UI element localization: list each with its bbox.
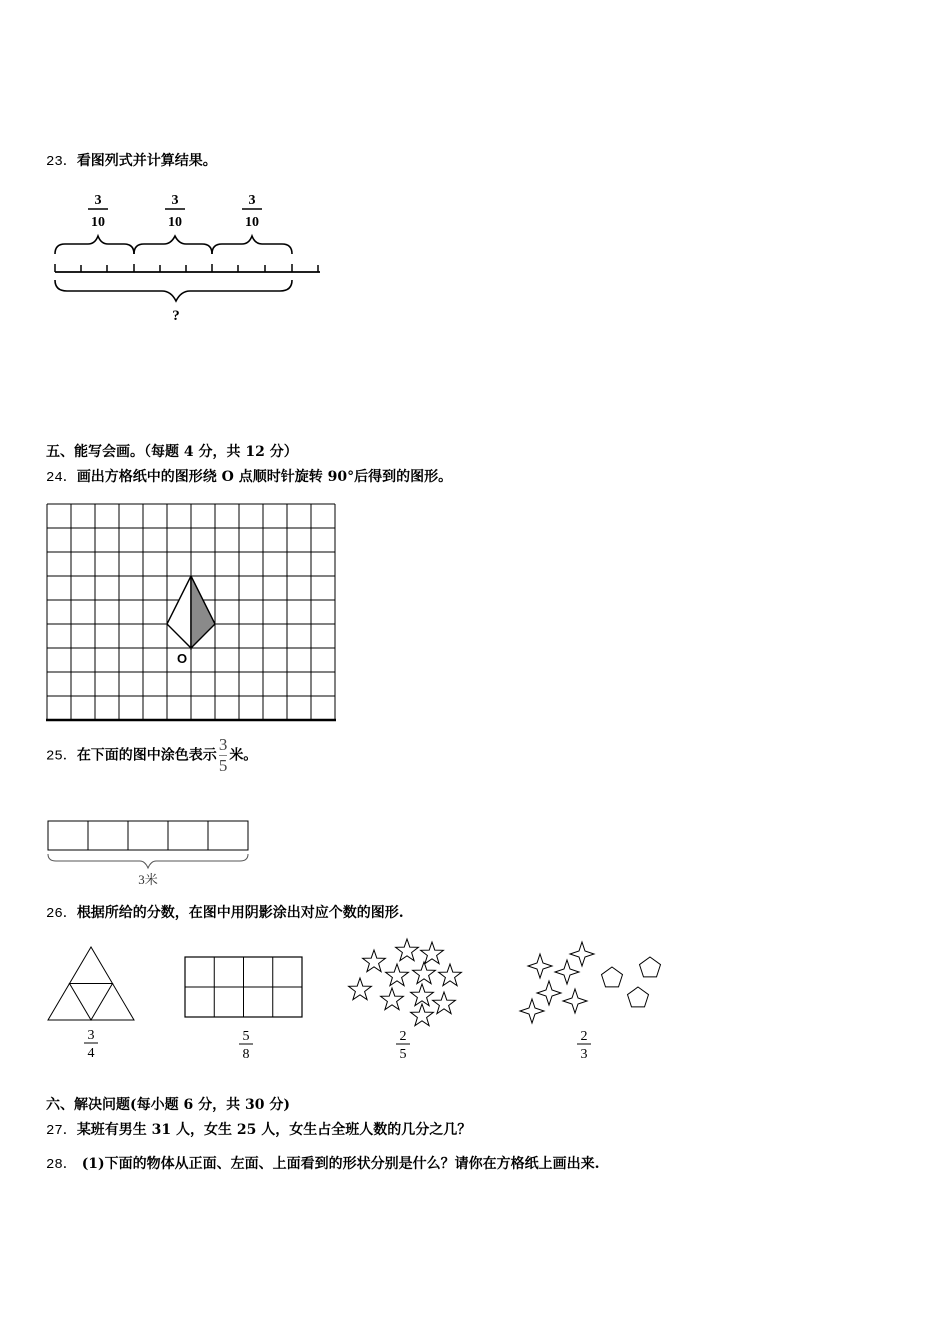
bar-segment-5 — [208, 821, 248, 850]
fraction-den: 10 — [245, 215, 259, 230]
q25-fraction: $\frac{3}{5}$ — [218, 735, 228, 775]
upper-brace-2 — [134, 236, 212, 254]
fraction-label-1 — [88, 193, 108, 230]
q24-text: 画出方格纸中的图形绕 O 点顺时针旋转 90°后得到的图形。 — [76, 469, 453, 485]
fraction-den: 4 — [87, 1046, 95, 1061]
q28-text: (1)下面的物体从正面、左面、上面看到的形状分别是什么？请你在方格纸上画出来. — [81, 1156, 600, 1172]
kite-left-half — [167, 576, 191, 648]
upper-brace-1 — [55, 236, 134, 254]
q28-number: 28． — [46, 1157, 77, 1173]
q28-line — [46, 1155, 600, 1174]
q23-figure — [50, 188, 330, 333]
fraction-den: 5 — [399, 1047, 407, 1062]
lower-brace — [55, 280, 292, 301]
q24-line — [46, 468, 452, 487]
q26-text: 根据所给的分数，在图中用阴影涂出对应个数的图形. — [76, 905, 404, 921]
fraction-num: 3 — [248, 193, 256, 208]
number-line-ticks — [55, 264, 318, 272]
q27-line — [46, 1121, 471, 1140]
q25-number: 25． — [46, 748, 77, 765]
fraction-num: 3 — [171, 193, 179, 208]
upper-brace-3 — [212, 236, 292, 254]
q26-line — [46, 904, 404, 923]
section6-title: 六、解决问题(每小题 6 分，共 30 分) — [46, 1097, 290, 1113]
q27-text: 某班有男生 31 人，女生 25 人，女生占全班人数的几分之几？ — [76, 1122, 472, 1138]
q23-number: 23． — [46, 154, 77, 170]
bar-segment-4 — [168, 821, 208, 850]
fraction-den: 10 — [91, 215, 105, 230]
fraction-num: 3 — [87, 1028, 95, 1043]
fraction-num: 2 — [580, 1029, 588, 1044]
q25-line — [46, 735, 257, 776]
q23-text: 看图列式并计算结果。 — [76, 153, 217, 169]
q23-line — [46, 152, 217, 171]
fraction-den: 8 — [242, 1047, 250, 1062]
kite-shaded-half — [191, 576, 215, 648]
q24-grid-figure — [46, 503, 338, 723]
q25-text-before: 在下面的图中涂色表示 — [76, 747, 217, 764]
question-mark: ? — [172, 308, 180, 324]
q24-number: 24． — [46, 470, 77, 486]
fraction-num: 5 — [242, 1029, 250, 1044]
q27-number: 27． — [46, 1123, 77, 1139]
q26-number: 26． — [46, 906, 77, 922]
fraction-den: 10 — [168, 215, 182, 230]
q26-triangle-figure — [46, 944, 138, 1062]
point-o-label: O — [176, 651, 188, 666]
fraction-label-3 — [242, 193, 262, 230]
fraction-den: 3 — [580, 1047, 588, 1062]
q26-mixed-figure — [516, 936, 668, 1064]
bar-segment-3 — [128, 821, 168, 850]
bar-segment-1 — [48, 821, 88, 850]
fraction-num: 3 — [94, 193, 102, 208]
bar-segment-2 — [88, 821, 128, 850]
bar-brace — [48, 854, 248, 868]
q26-stars-figure — [344, 934, 468, 1064]
q26-rectangle-figure — [182, 954, 306, 1062]
fraction-num: 2 — [399, 1029, 407, 1044]
section5-title: 五、能写会画。（每题 4 分，共 12 分） — [46, 444, 298, 460]
q25-text-after: 米。 — [229, 747, 258, 764]
fraction-label-2 — [165, 193, 185, 230]
q25-bar-figure — [46, 818, 252, 890]
bar-brace-label: 3米 — [138, 872, 158, 887]
